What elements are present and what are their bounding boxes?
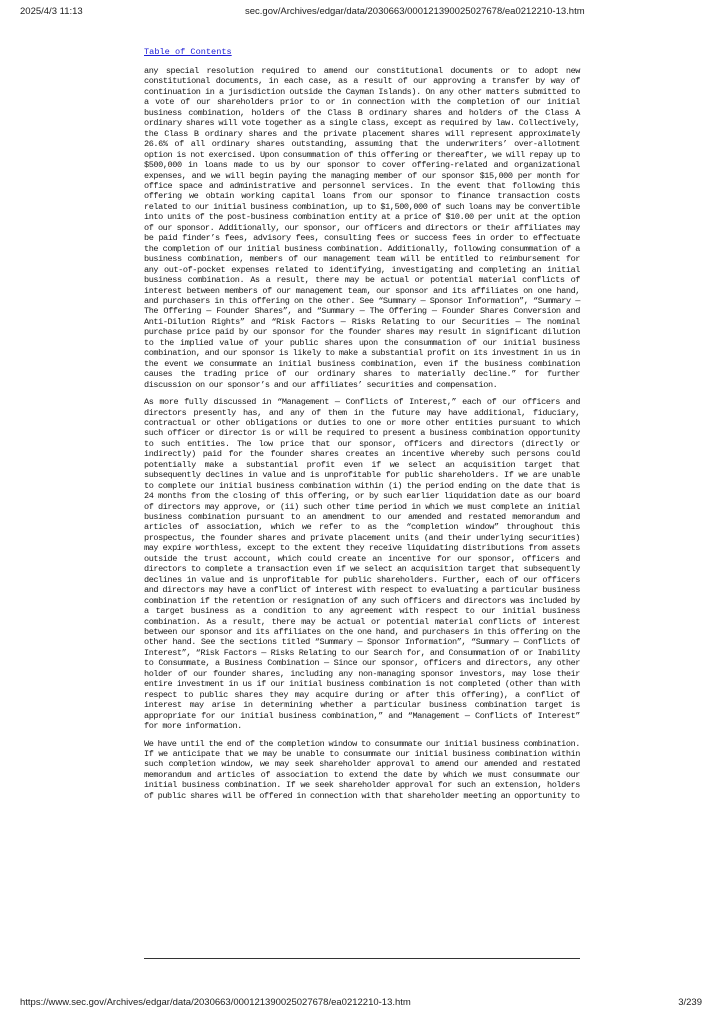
paragraph-completion-window: We have until the end of the completion window to consummate our initial business combination. If we anticipate that we may be unable to consummate our initial business combination within such completion window, we may seek shareholder approval to amend our amended and restated memorandum and articles of association to extend the date by which we must consummate our initial business combination. If we seek shareholder approval for such an extension, holders of public shares will be offered in connection with that shareholder meeting an opportunity to: [144, 738, 580, 801]
print-timestamp: 2025/4/3 11:13: [20, 6, 83, 17]
table-of-contents-link[interactable]: Table of Contents: [144, 47, 232, 57]
document-body: [144, 41, 580, 808]
print-header-url: sec.gov/Archives/edgar/data/2030663/000121390025027678/ea0212210-13.htm: [245, 6, 585, 17]
paragraph-management-conflicts: As more fully discussed in “Management — Conflicts of Interest,” each of our officers and directors presently has, and any of them in the future may have additional, fiduciary, contractual or other obligations or duties to one or more other entities pursuant to which such officer or director is or will be required to present a business combination opportunity to such entities. The low price that our sponsor, officers and directors (directly or indirectly) paid for the founder shares creates an incentive whereby such persons could potentially make a substantial profit even if we select an acquisition target that subsequently declines in value and is unprofitable for public shareholders. If we are unable to complete our initial business combination within (i) the period ending on the date that is 24 months from the closing of this offering, or by such earlier liquidation date as our board of directors may approve, or (ii) such other time period in which we must complete an initial business combination pursuant to an amendment to our amended and restated memorandum and articles of association, which we refer to as the “completion window” throughout this prospectus, the founder shares and private placement units (and their underlying securities) may expire worthless, except to the extent they receive liquidating distributions from assets outside the trust account, which could create an incentive for our sponsor, officers and directors to complete a transaction even if we select an acquisition target that subsequently declines in value and is unprofitable for public shareholders. Further, each of our officers and directors may have a conflict of interest with respect to evaluating a particular business combination if the retention or resignation of any such officers and directors was included by a target business as a condition to any agreement with respect to our initial business combination. As a result, there may be actual or potential material conflicts of interest between our sponsor and its affiliates on the one hand, and purchasers in this offering on the other hand. See the sections titled “Summary — Sponsor Information”, “Summary — Conflicts of Interest”, “Risk Factors — Risks Relating to our Search for, and Consummation of or Inability to Consummate, a Business Combination — Since our sponsor, officers and directors, any other holder of our founder shares, including any non-managing sponsor investors, may lose their entire investment in us if our initial business combination is not completed (other than with respect to public shares they may acquire during or after this offering), a conflict of interest may arise in determining whether a particular business combination target is appropriate for our initial business combination,” and “Management — Conflicts of Interest” for more information.: [144, 397, 580, 732]
page-number: 3/239: [678, 997, 702, 1008]
print-footer: [0, 997, 724, 1011]
print-footer-url: https://www.sec.gov/Archives/edgar/data/2030663/000121390025027678/ea0212210-13.htm: [20, 997, 411, 1008]
page-divider: [144, 958, 580, 959]
print-header: [0, 6, 724, 20]
paragraph-conflicts-sponsor: any special resolution required to amend our constitutional documents or to adopt new constitutional documents, in each case, as a result of our approving a transfer by way of continuation in a jurisdiction outside the Cayman Islands). On any other matters submitted to a vote of our shareholders prior to or in connection with the completion of our initial business combination, holders of the Class B ordinary shares and holders of the Class A ordinary shares will vote together as a single class, except as required by law. Collectively, the Class B ordinary shares and the private placement shares will represent approximately 26.6% of all ordinary shares outstanding, assuming that the underwriters’ over-allotment option is not exercised. Upon consummation of this offering or thereafter, we will repay up to $500,000 in loans made to us by our sponsor to cover offering-related and organizational expenses, and we will begin paying the managing member of our sponsor $15,000 per month for office space and administrative and personnel services. In the event that following this offering we obtain working capital loans from our sponsor to finance transaction costs related to our initial business combination, up to $1,500,000 of such loans may be convertible into units of the post-business combination entity at a price of $10.00 per unit at the option of our sponsor. Additionally, our sponsor, our officers and directors or their affiliates may be paid finder’s fees, advisory fees, consulting fees or success fees in order to effectuate the completion of our initial business combination. Additionally, following consummation of a business combination, members of our management team will be entitled to reimbursement for any out-of-pocket expenses related to identifying, investigating and completing an initial business combination. As a result, there may be actual or potential material conflicts of interest between members of our management team, our sponsor and its affiliates on one hand, and purchasers in this offering on the other. See “Summary — Sponsor Information”, “Summary — The Offering — Founder Shares”, and “Summary — The Offering — Founder Shares Conversion and Anti-Dilution Rights” and “Risk Factors — Risks Relating to our Securities — The nominal purchase price paid by our sponsor for the founder shares may result in significant dilution to the implied value of your public shares upon the consummation of our initial business combination, and our sponsor is likely to make a substantial profit on its investment in us in the event we consummate an initial business combination, even if the business combination causes the trading price of our ordinary shares to materially decline.” for further discussion on our sponsor’s and our affiliates’ securities and compensation.: [144, 66, 580, 390]
